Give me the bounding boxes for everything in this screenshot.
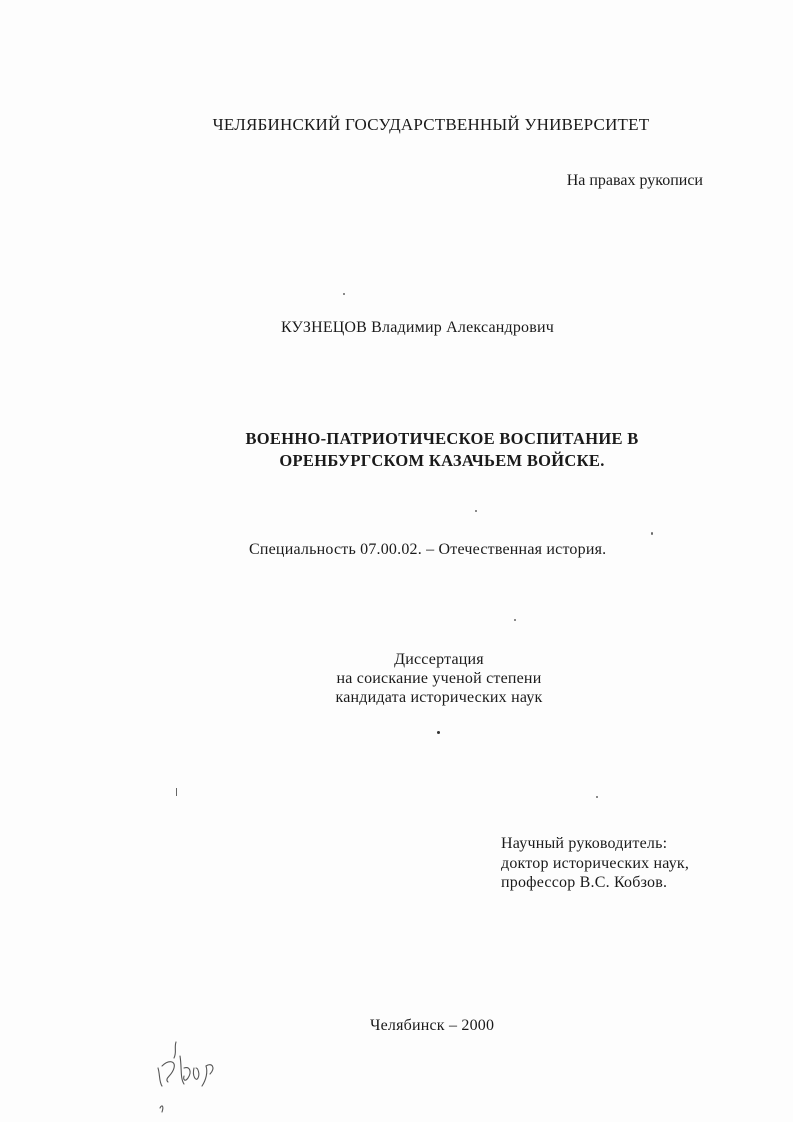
advisor-line: профессор В.С. Кобзов. <box>501 874 668 891</box>
thesis-line: Диссертация <box>394 651 484 668</box>
university-name: ЧЕЛЯБИНСКИЙ ГОСУДАРСТВЕННЫЙ УНИВЕРСИТЕТ <box>212 115 650 134</box>
scan-speck <box>514 619 516 621</box>
dissertation-title <box>0 428 793 472</box>
thesis-description <box>0 650 793 707</box>
thesis-line: на соискание ученой степени <box>336 670 542 687</box>
advisor-line: доктор исторических наук, <box>501 854 690 872</box>
scan-speck <box>437 731 440 734</box>
rights-notice: На правах рукописи <box>566 172 703 189</box>
specialty: Специальность 07.00.02. – Отечественная история. <box>249 541 607 558</box>
scan-speck <box>475 510 477 512</box>
thesis-line: кандидата исторических наук <box>335 689 543 706</box>
scan-speck <box>176 788 177 796</box>
handwritten-mark <box>150 1038 230 1120</box>
author-name: КУЗНЕЦОВ Владимир Александрович <box>281 319 555 336</box>
city-and-year: Челябинск – 2000 <box>370 1017 495 1034</box>
scan-speck <box>343 293 345 295</box>
scientific-advisor <box>501 834 689 893</box>
scan-speck <box>651 532 653 535</box>
scan-speck <box>596 796 598 798</box>
advisor-line: Научный руководитель: <box>501 835 668 852</box>
title-line: ОРЕНБУРГСКОМ КАЗАЧЬЕМ ВОЙСКЕ. <box>279 451 605 470</box>
title-line: ВОЕННО-ПАТРИОТИЧЕСКОЕ ВОСПИТАНИЕ В <box>245 429 639 448</box>
